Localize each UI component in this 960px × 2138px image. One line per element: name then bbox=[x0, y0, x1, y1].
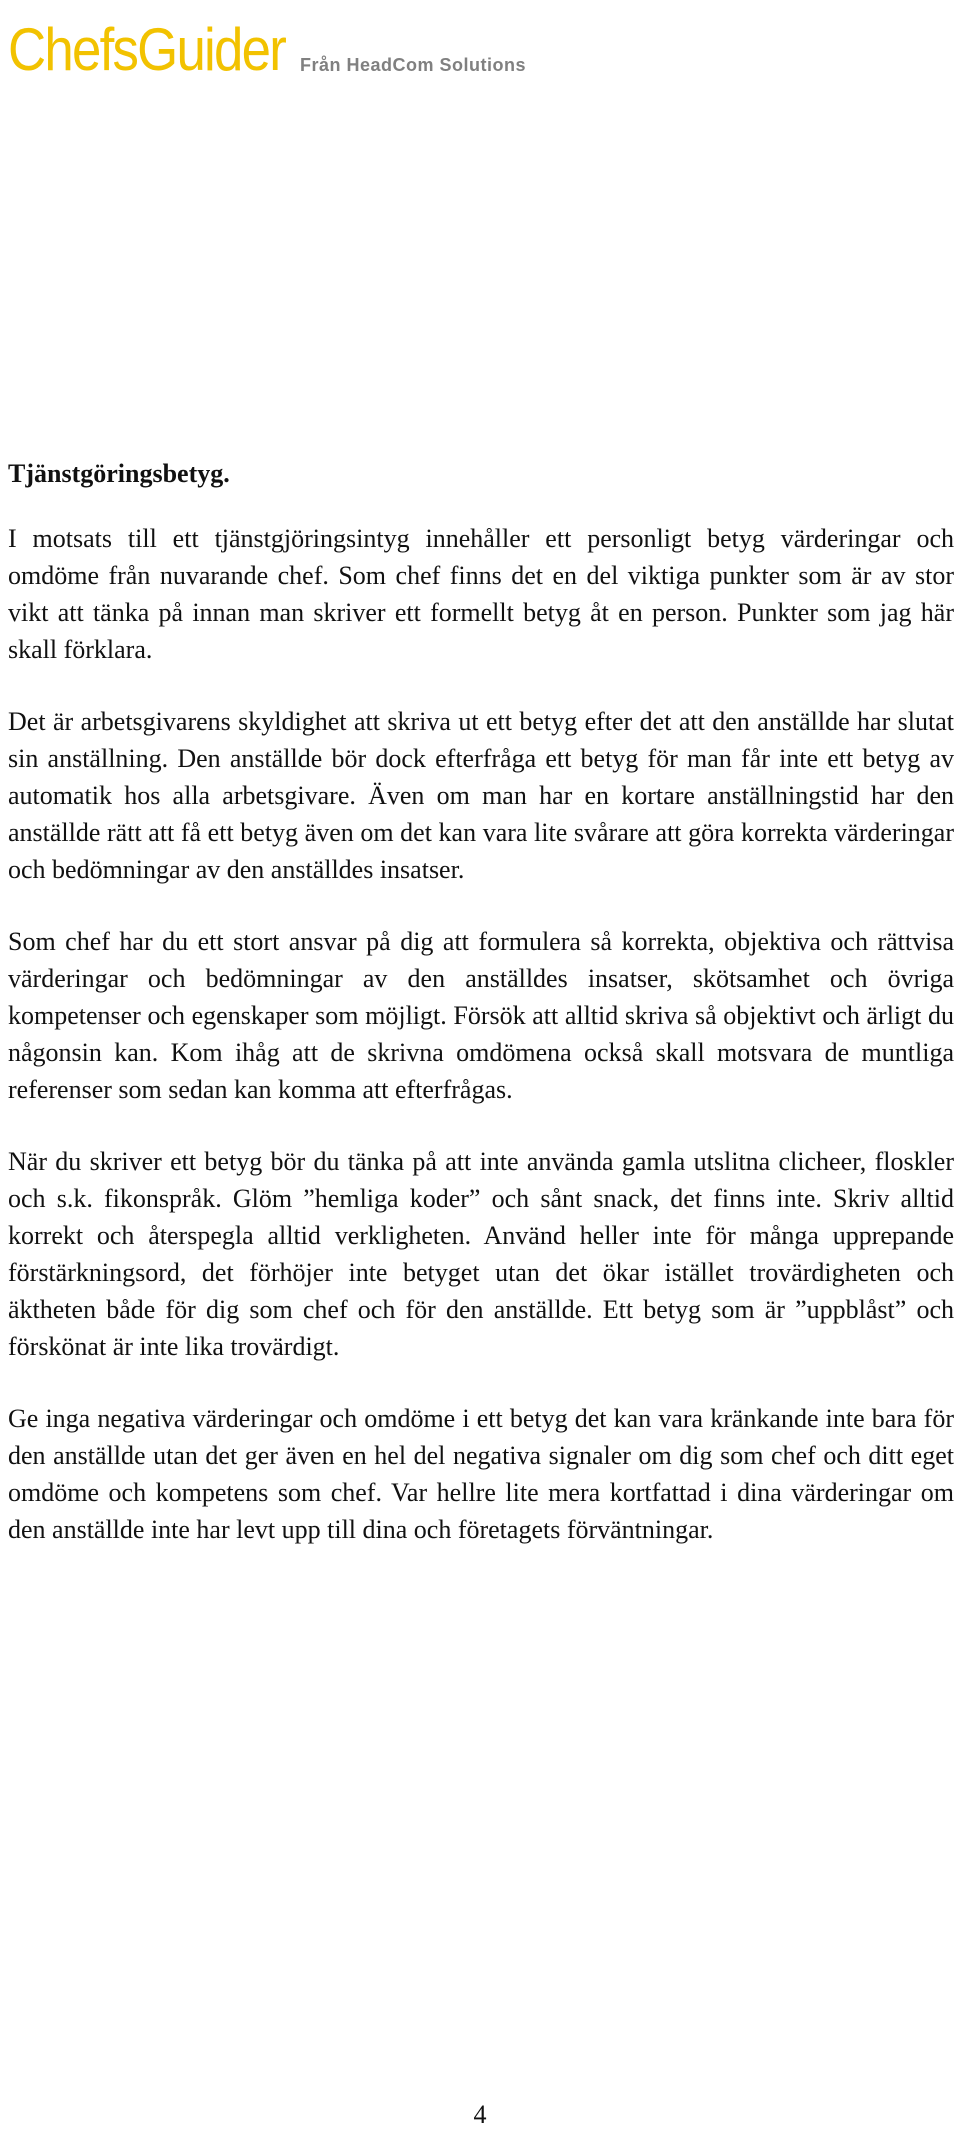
logo-title: ChefsGuider bbox=[8, 16, 286, 83]
paragraph-writing-advice: När du skriver ett betyg bör du tänka på att inte använda gamla utslitna clicheer, floskler och s.k. fikonspråk. Glöm ”hemliga koder” och sånt snack, det finns inte. Skriv alltid korrekt och återspegla alltid verkligheten. Använd heller inte för många upprepande förstärkningsord, det förhöjer inte betyget utan det ökar istället trovärdigheten och äktheten både för dig som chef och för den anställde. Ett betyg som är ”uppblåst” och förskönat är inte lika trovärdigt. bbox=[8, 1147, 954, 1361]
paragraph-employer-duty: Det är arbetsgivarens skyldighet att skriva ut ett betyg efter det att den anställde har slutat sin anställning. Den anställde bör dock efterfråga ett betyg för man får inte ett betyg av automatik hos alla arbetsgivare. Även om man har en kortare anställningstid har den anställde rätt att få ett betyg även om det kan vara lite svårare att göra korrekta värderingar och bedömningar av den anställdes insatser. bbox=[8, 707, 954, 884]
paragraph-negative-assessments: Ge inga negativa värderingar och omdöme i ett betyg det kan vara kränkande inte bara för den anställde utan det ger även en hel del negativa signaler om dig som chef och ditt eget omdöme och kompetens som chef. Var hellre lite mera kortfattad i dina värderingar om den anställde inte har levt upp till dina och företagets förväntningar. bbox=[8, 1404, 954, 1544]
page-number: 4 bbox=[473, 2100, 487, 2129]
document-heading: Tjänstgöringsbetyg. bbox=[8, 459, 230, 488]
paragraph-intro: I motsats till ett tjänstgjöringsintyg innehåller ett personligt betyg värderingar och omdöme från nuvarande chef. Som chef finns det en del viktiga punkter som är av stor vikt att tänka på innan man skriver ett formellt betyg åt en person. Punkter som jag här skall förklara. bbox=[8, 524, 954, 664]
chefsguider-logo bbox=[8, 0, 527, 83]
document-body bbox=[8, 456, 954, 1583]
logo-subtitle: Från HeadCom Solutions bbox=[300, 55, 527, 75]
paragraph-manager-responsibility: Som chef har du ett stort ansvar på dig att formulera så korrekta, objektiva och rättvisa värderingar och bedömningar av den anställdes insatser, skötsamhet och övriga kompetenser och egenskaper som möjligt. Försök att alltid skriva så objektivt och ärligt du någonsin kan. Kom ihåg att de skrivna omdömena också skall motsvara de muntliga referenser som sedan kan komma att efterfrågas. bbox=[8, 927, 954, 1104]
